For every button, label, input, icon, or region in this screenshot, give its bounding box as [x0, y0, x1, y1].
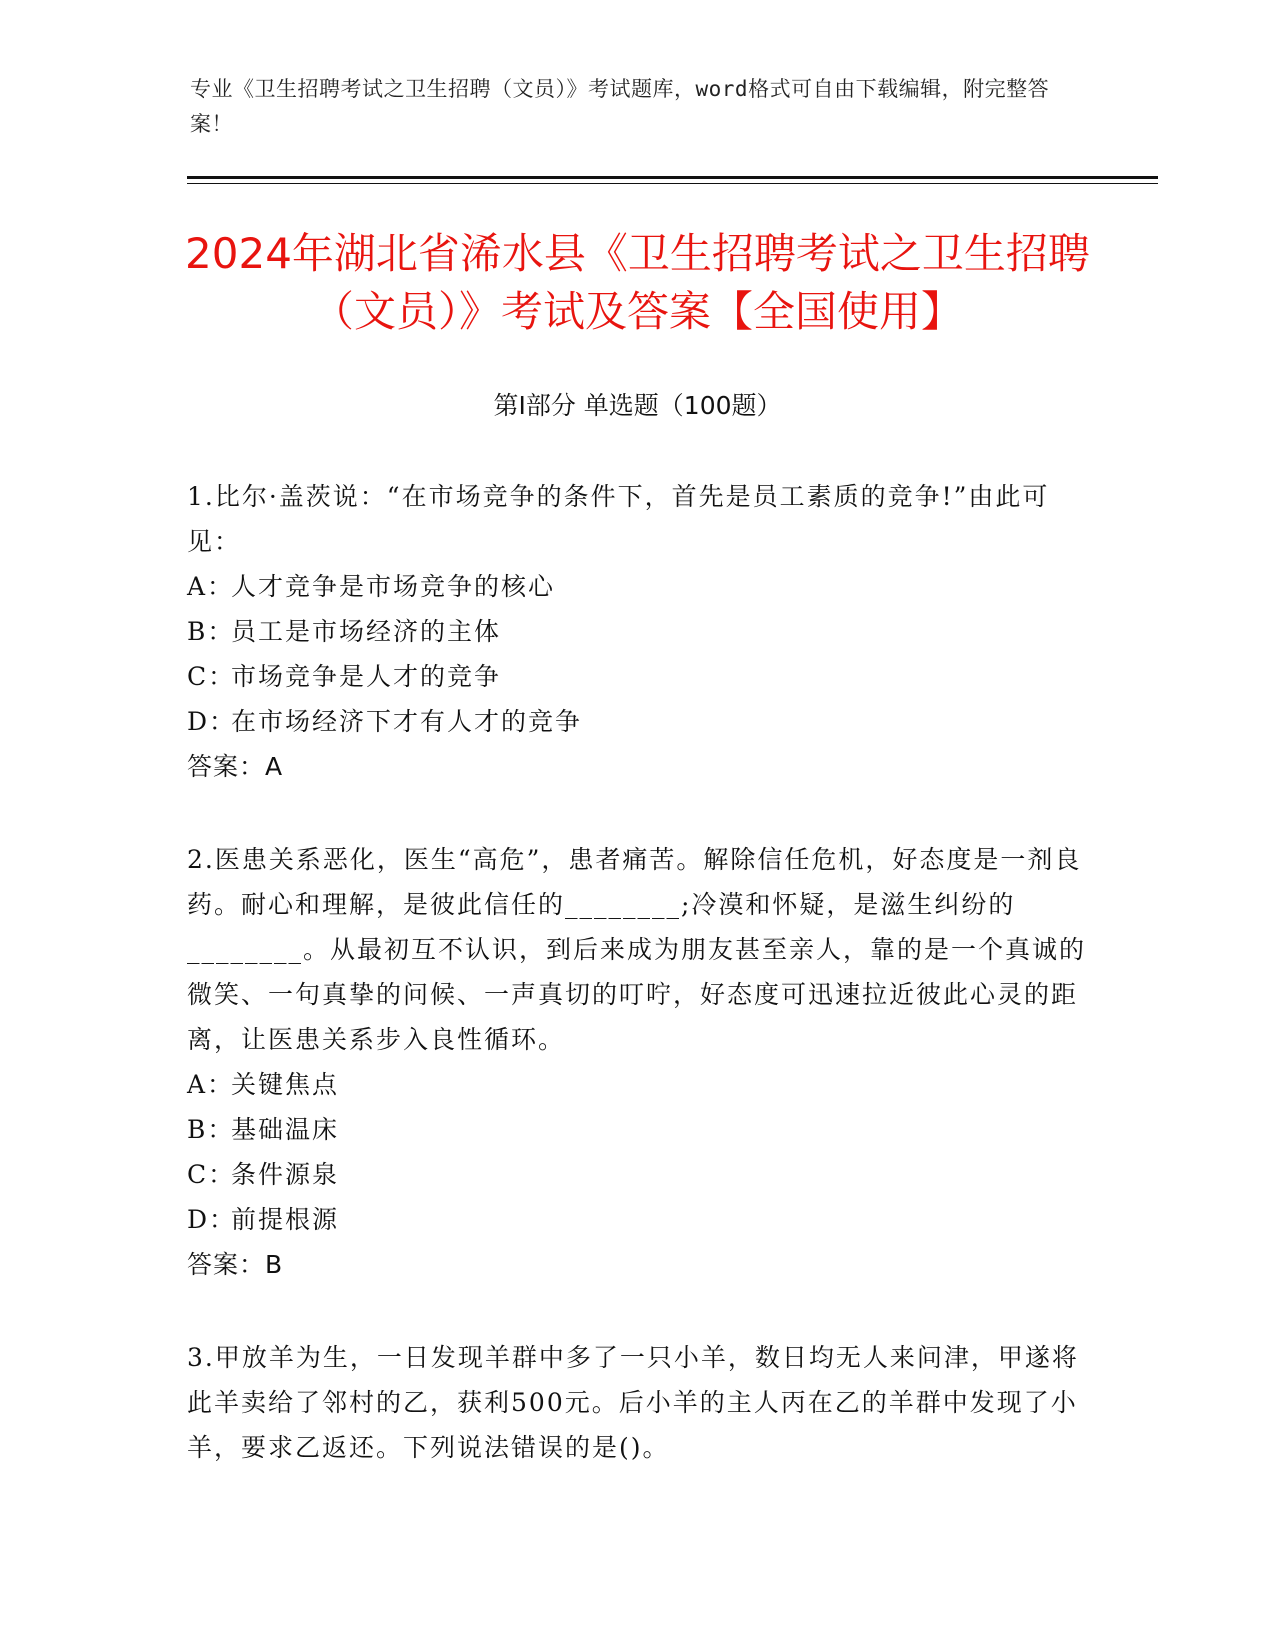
question-stem: 1.比尔·盖茨说：“在市场竞争的条件下，首先是员工素质的竞争!”由此可见：	[187, 482, 1050, 556]
section-heading: 第Ⅰ部分 单选题（100题）	[493, 391, 782, 420]
option-text: 关键焦点	[231, 1070, 340, 1099]
option-d	[187, 699, 1087, 744]
answer: 答案：B	[187, 1250, 284, 1279]
option-a	[187, 1062, 1087, 1107]
option-text: 市场竞争是人才的竞争	[231, 662, 502, 691]
option-key: D：	[187, 1205, 237, 1234]
answer: 答案：A	[187, 752, 284, 781]
option-b	[187, 609, 1087, 654]
option-text: 前提根源	[231, 1205, 340, 1234]
option-a	[187, 564, 1087, 609]
option-b	[187, 1107, 1087, 1152]
option-key: A：	[187, 1070, 235, 1099]
option-key: D：	[187, 707, 237, 736]
question-3	[187, 1335, 1087, 1470]
option-key: B：	[187, 617, 235, 646]
option-d	[187, 1197, 1087, 1242]
option-text: 员工是市场经济的主体	[231, 617, 502, 646]
question-2	[187, 837, 1087, 1287]
question-1	[187, 474, 1087, 789]
header-divider-thick	[187, 176, 1158, 179]
option-key: C：	[187, 1160, 236, 1189]
option-text: 条件源泉	[231, 1160, 340, 1189]
option-key: C：	[187, 662, 236, 691]
header-divider-thin	[187, 183, 1158, 184]
question-stem: 2.医患关系恶化，医生“高危”，患者痛苦。解除信任危机，好态度是一剂良药。耐心和理解，是彼此信任的________;冷漠和怀疑，是滋生纠纷的________。从最初互不认识，到后来成为朋友甚至亲人，靠的是一个真诚的微笑、一句真挚的问候、一声真切的叮咛，好态度可迅速拉近彼此心灵的距离，让医患关系步入良性循环。	[187, 845, 1087, 1054]
header-note: 专业《卫生招聘考试之卫生招聘（文员）》考试题库，word格式可自由下载编辑，附完整答案！	[190, 77, 1050, 136]
option-key: B：	[187, 1115, 235, 1144]
option-key: A：	[187, 572, 235, 601]
option-text: 人才竞争是市场竞争的核心	[231, 572, 556, 601]
document-title: 2024年湖北省浠水县《卫生招聘考试之卫生招聘（文员）》考试及答案【全国使用】	[185, 229, 1090, 336]
question-stem: 3.甲放羊为生，一日发现羊群中多了一只小羊，数日均无人来问津，甲遂将此羊卖给了邻村的乙，获利500元。后小羊的主人丙在乙的羊群中发现了小羊，要求乙返还。下列说法错误的是()。	[187, 1343, 1079, 1462]
option-text: 基础温床	[231, 1115, 340, 1144]
option-text: 在市场经济下才有人才的竞争	[231, 707, 583, 736]
option-c	[187, 654, 1087, 699]
option-c	[187, 1152, 1087, 1197]
